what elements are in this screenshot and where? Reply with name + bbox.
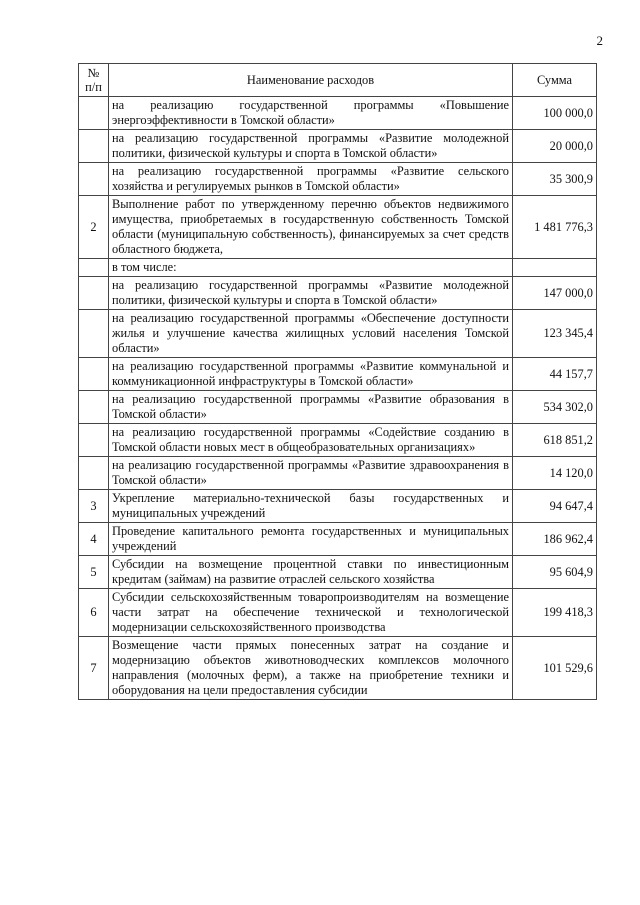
row-name: на реализацию государственной программы «Повышение энергоэффективности в Томской области» — [109, 97, 513, 130]
row-name: Возмещение части прямых понесенных затрат на создание и модернизацию объектов животноводческих комплексов молочного направления (молочных ферм), а также на приобретение техники и оборудования на цели предоставления субсидии — [109, 637, 513, 700]
table-row — [79, 637, 597, 700]
table-row — [79, 490, 597, 523]
row-num: 2 — [79, 196, 109, 259]
table-row — [79, 457, 597, 490]
row-name: на реализацию государственной программы «Развитие образования в Томской области» — [109, 391, 513, 424]
row-sum: 534 302,0 — [513, 391, 597, 424]
header-num: № п/п — [79, 64, 109, 97]
table-row — [79, 424, 597, 457]
row-sum: 44 157,7 — [513, 358, 597, 391]
table-row — [79, 556, 597, 589]
row-num — [79, 259, 109, 277]
row-sum: 1 481 776,3 — [513, 196, 597, 259]
row-name: Проведение капитального ремонта государственных и муниципальных учреждений — [109, 523, 513, 556]
row-name: на реализацию государственной программы «Содействие созданию в Томской области новых мест в общеобразовательных организациях» — [109, 424, 513, 457]
table-row — [79, 97, 597, 130]
table-row — [79, 358, 597, 391]
row-num: 7 — [79, 637, 109, 700]
row-sum: 101 529,6 — [513, 637, 597, 700]
row-sum: 123 345,4 — [513, 310, 597, 358]
table-row — [79, 391, 597, 424]
expenses-table — [78, 63, 597, 700]
header-name: Наименование расходов — [109, 64, 513, 97]
row-num — [79, 358, 109, 391]
page-number: 2 — [596, 33, 603, 48]
row-sum: 618 851,2 — [513, 424, 597, 457]
row-sum: 95 604,9 — [513, 556, 597, 589]
row-num — [79, 163, 109, 196]
row-sum: 186 962,4 — [513, 523, 597, 556]
row-num — [79, 424, 109, 457]
row-sum: 35 300,9 — [513, 163, 597, 196]
row-name: на реализацию государственной программы «Развитие молодежной политики, физической культуры и спорта в Томской области» — [109, 277, 513, 310]
row-num — [79, 457, 109, 490]
row-num — [79, 277, 109, 310]
row-sum: 20 000,0 — [513, 130, 597, 163]
row-num — [79, 130, 109, 163]
row-name: Укрепление материально-технической базы государственных и муниципальных учреждений — [109, 490, 513, 523]
table-row — [79, 310, 597, 358]
row-name: на реализацию государственной программы «Развитие здравоохранения в Томской области» — [109, 457, 513, 490]
table-row — [79, 163, 597, 196]
row-num: 3 — [79, 490, 109, 523]
row-name: на реализацию государственной программы «Развитие сельского хозяйства и регулируемых рынков в Томской области» — [109, 163, 513, 196]
row-name: на реализацию государственной программы «Обеспечение доступности жилья и улучшение качества жилищных условий населения Томской области» — [109, 310, 513, 358]
row-num: 5 — [79, 556, 109, 589]
row-name: в том числе: — [109, 259, 513, 277]
row-name: Выполнение работ по утвержденному перечню объектов недвижимого имущества, приобретаемых в государственную собственность Томской области (муниципальную собственность), финансируемых за счет средств областного бюджета, — [109, 196, 513, 259]
row-name: Субсидии сельскохозяйственным товаропроизводителям на возмещение части затрат на обеспечение технической и технологической модернизации сельскохозяйственного производства — [109, 589, 513, 637]
row-sum: 94 647,4 — [513, 490, 597, 523]
row-sum: 14 120,0 — [513, 457, 597, 490]
row-name: на реализацию государственной программы «Развитие коммунальной и коммуникационной инфраструктуры в Томской области» — [109, 358, 513, 391]
row-sum: 199 418,3 — [513, 589, 597, 637]
table-row — [79, 523, 597, 556]
row-sum: 147 000,0 — [513, 277, 597, 310]
row-num — [79, 97, 109, 130]
table-row — [79, 259, 597, 277]
row-sum — [513, 259, 597, 277]
row-sum: 100 000,0 — [513, 97, 597, 130]
row-num: 6 — [79, 589, 109, 637]
row-num — [79, 310, 109, 358]
table-row — [79, 196, 597, 259]
row-name: Субсидии на возмещение процентной ставки по инвестиционным кредитам (займам) на развитие отраслей сельского хозяйства — [109, 556, 513, 589]
table-row — [79, 277, 597, 310]
table-row — [79, 589, 597, 637]
table-row — [79, 130, 597, 163]
header-sum: Сумма — [513, 64, 597, 97]
row-num — [79, 391, 109, 424]
row-num: 4 — [79, 523, 109, 556]
row-name: на реализацию государственной программы «Развитие молодежной политики, физической культуры и спорта в Томской области» — [109, 130, 513, 163]
table-header-row — [79, 64, 597, 97]
